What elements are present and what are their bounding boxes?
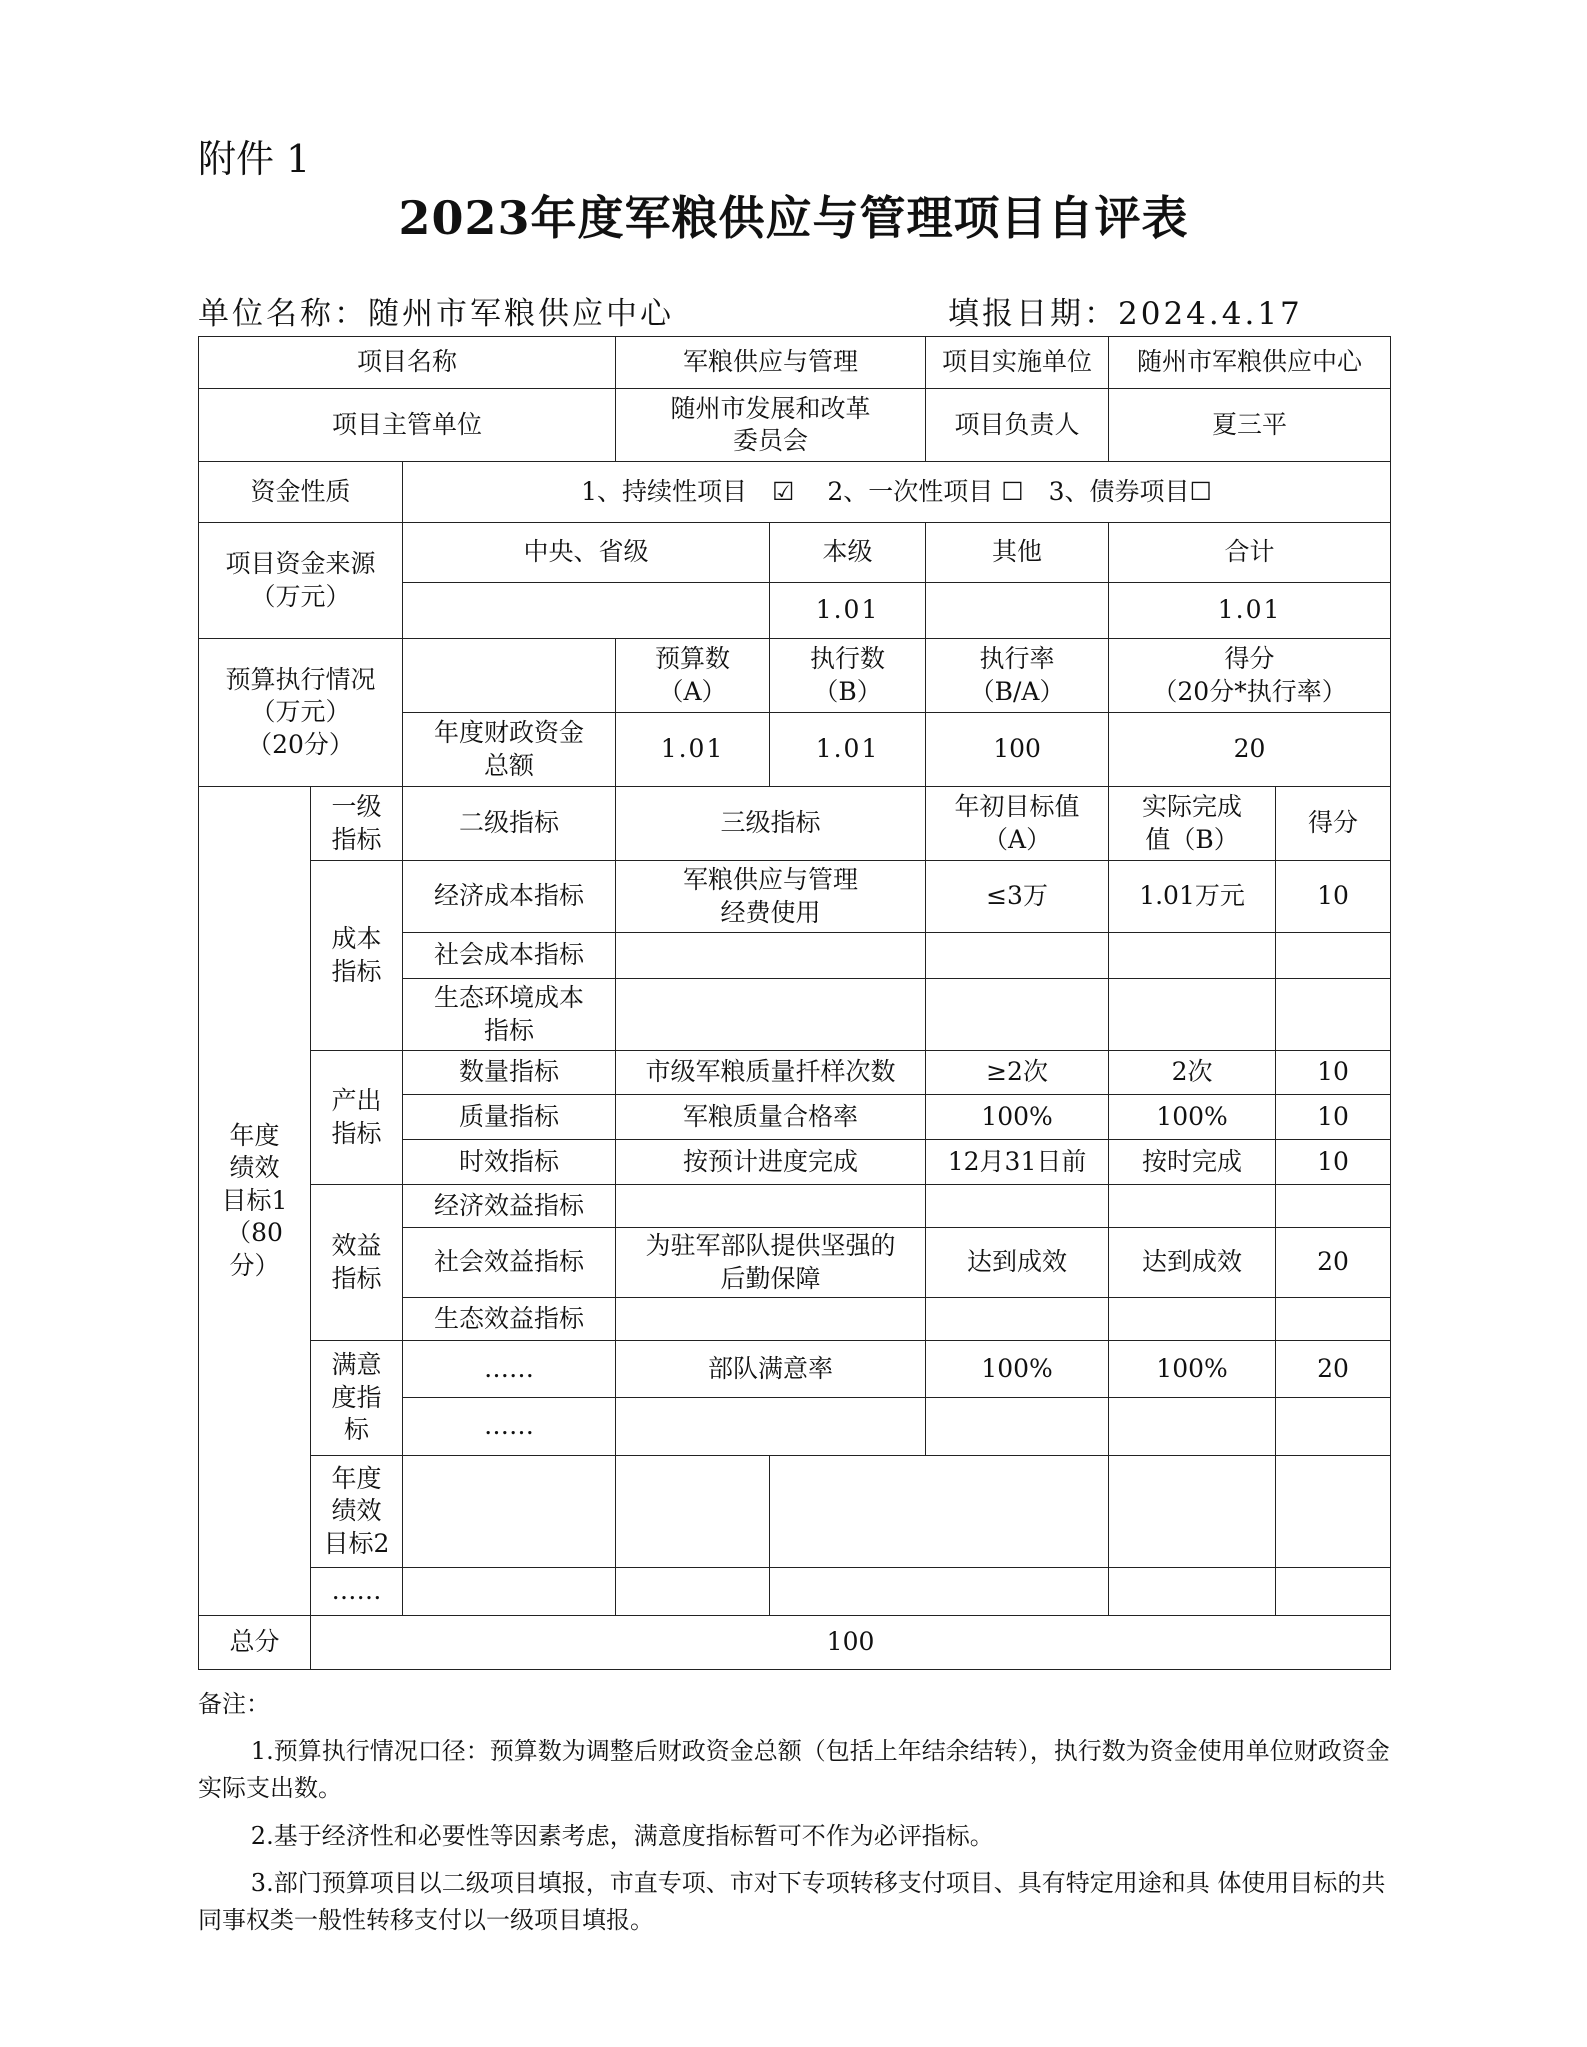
score-cell: 10 [1276, 1051, 1391, 1095]
header-line: 一级 [331, 792, 382, 821]
label-line: 产出 [331, 1086, 382, 1115]
level3-cell [616, 1398, 926, 1456]
empty-cell [1276, 1456, 1391, 1568]
impl-unit-label: 项目实施单位 [926, 337, 1109, 389]
header-line: 执行数 [810, 644, 886, 673]
level3-cell [616, 1298, 926, 1341]
note-item: 2.基于经济性和必要性等因素考虑，满意度指标暂可不作为必评指标。 [250, 1821, 994, 1850]
perf2-label [311, 1456, 403, 1568]
satisfaction-indicator-label [311, 1341, 403, 1456]
fund-nature-value: 1、持续性项目 ☑ 2、一次性项目 ☐ 3、债券项目☐ [403, 462, 1391, 523]
label-line: 度指 [331, 1382, 382, 1412]
header-line: 值（B） [1145, 824, 1239, 854]
score-cell: 20 [1276, 1341, 1391, 1398]
score-value: 20 [1109, 713, 1391, 787]
label-line: 指标 [331, 1263, 382, 1293]
budget-header [616, 639, 770, 713]
label-line: 绩效 [331, 1496, 382, 1526]
fund-source-header: 其他 [926, 523, 1109, 583]
rate-value: 100 [926, 713, 1109, 787]
unit-name-value: 随州市军粮供应中心 [368, 296, 674, 332]
score-cell [1276, 1398, 1391, 1456]
fund-nature-row [199, 462, 1391, 523]
target-cell [926, 1185, 1109, 1228]
report-date [948, 288, 1303, 333]
actual-cell: 100% [1109, 1095, 1276, 1140]
report-date-value: 2024.4.17 [1118, 296, 1303, 332]
actual-cell: 1.01万元 [1109, 861, 1276, 933]
actual-cell: 100% [1109, 1341, 1276, 1398]
impl-unit-value: 随州市军粮供应中心 [1109, 337, 1391, 389]
label-line: 总额 [484, 750, 535, 780]
output-indicator-label [311, 1051, 403, 1185]
actual-cell: 达到成效 [1109, 1228, 1276, 1298]
perf-header-row [199, 787, 1391, 861]
actual-cell [1109, 979, 1276, 1051]
target-cell: ≥2次 [926, 1051, 1109, 1095]
label-line: （万元） [250, 581, 351, 611]
total-label: 总分 [199, 1616, 311, 1670]
fund-source-value [926, 583, 1109, 639]
table-row [199, 861, 1391, 933]
label-line: 年度财政资金 [434, 718, 585, 747]
cell-line: 生态环境成本 [434, 983, 585, 1012]
cell-line: 后勤保障 [720, 1263, 821, 1293]
header-line: （20分*执行率） [1152, 676, 1347, 706]
benefit-indicator-label [311, 1185, 403, 1341]
label-line: （万元） [250, 697, 351, 727]
level3-cell: 军粮质量合格率 [616, 1095, 926, 1140]
score-header [1109, 639, 1391, 713]
label-line: 目标2 [323, 1528, 390, 1558]
budget-header-row [199, 639, 1391, 713]
unit-name-label: 单位名称： [198, 296, 368, 332]
cell-line: 经费使用 [720, 897, 821, 927]
label-line: 目标1 [221, 1185, 288, 1215]
leader-value: 夏三平 [1109, 389, 1391, 462]
header-line: 年初目标值 [954, 792, 1080, 821]
level2-cell: 生态效益指标 [403, 1298, 616, 1341]
target-cell [926, 1298, 1109, 1341]
level2-cell: 经济成本指标 [403, 861, 616, 933]
note-item: 1.预算执行情况口径：预算数为调整后财政资金总额（包括上年结余结转），执行数为资金使用单位财政资金实际支出数。 [198, 1737, 1390, 1803]
actual-cell [1109, 1398, 1276, 1456]
level2-cell [403, 979, 616, 1051]
label-line: （20分） [247, 729, 354, 759]
fund-source-header: 本级 [770, 523, 926, 583]
cost-indicator-label [311, 861, 403, 1051]
supervisor-label: 项目主管单位 [199, 389, 616, 462]
self-evaluation-table [198, 336, 1391, 1670]
level2-cell: 社会成本指标 [403, 933, 616, 979]
cell-line: 为驻军部队提供坚强的 [645, 1231, 896, 1260]
header-line: 实际完成 [1142, 792, 1243, 821]
table-row [199, 1185, 1391, 1228]
fund-source-value: 1.01 [770, 583, 926, 639]
level3-cell: 按预计进度完成 [616, 1140, 926, 1185]
target-cell: 100% [926, 1341, 1109, 1398]
empty-cell [403, 1568, 616, 1616]
project-name-value: 军粮供应与管理 [616, 337, 926, 389]
perf-group-label [199, 787, 311, 1616]
label-line: 绩效 [229, 1153, 280, 1183]
rate-header [926, 639, 1109, 713]
target-cell: 达到成效 [926, 1228, 1109, 1298]
fund-source-header: 合计 [1109, 523, 1391, 583]
label-line: 标 [343, 1415, 369, 1445]
level1-header [311, 787, 403, 861]
level2-cell: 时效指标 [403, 1140, 616, 1185]
actual-cell [1109, 1185, 1276, 1228]
label-line: 分） [229, 1250, 280, 1280]
level3-header: 三级指标 [616, 787, 926, 861]
label-line: 效益 [331, 1231, 382, 1260]
label-line: 满意 [331, 1350, 382, 1380]
page-title: 2023年度军粮供应与管理项目自评表 [398, 191, 1189, 245]
target-cell: ≤3万 [926, 861, 1109, 933]
level2-cell: …… [403, 1341, 616, 1398]
header-line: （B/A） [969, 676, 1065, 706]
score-cell [1276, 1298, 1391, 1341]
score-cell [1276, 933, 1391, 979]
project-name-label: 项目名称 [199, 337, 616, 389]
level3-cell [616, 861, 926, 933]
target-cell: 100% [926, 1095, 1109, 1140]
actual-cell [1109, 1298, 1276, 1341]
score-cell: 10 [1276, 1095, 1391, 1140]
actual-cell: 2次 [1109, 1051, 1276, 1095]
attachment-label: 附件 1 [198, 137, 311, 181]
level2-cell: 数量指标 [403, 1051, 616, 1095]
perf2-row [199, 1456, 1391, 1568]
empty-cell [770, 1568, 1109, 1616]
info-row-2 [199, 389, 1391, 462]
leader-label: 项目负责人 [926, 389, 1109, 462]
level2-cell: 质量指标 [403, 1095, 616, 1140]
fund-source-value [403, 583, 770, 639]
empty-cell [1109, 1568, 1276, 1616]
total-row [199, 1616, 1391, 1670]
target-cell [926, 1398, 1109, 1456]
level2-cell: 经济效益指标 [403, 1185, 616, 1228]
target-cell [926, 933, 1109, 979]
header-line: （A） [658, 676, 727, 706]
target-cell: 12月31日前 [926, 1140, 1109, 1185]
label-line: 指标 [331, 956, 382, 986]
score-cell [1276, 1185, 1391, 1228]
level3-cell [616, 979, 926, 1051]
header-line: 预算数 [655, 644, 731, 673]
label-line: 项目资金来源 [225, 549, 376, 578]
empty-cell [1276, 1568, 1391, 1616]
score-cell: 20 [1276, 1228, 1391, 1298]
exec-header [770, 639, 926, 713]
report-date-label: 填报日期： [948, 296, 1118, 332]
level2-cell: 社会效益指标 [403, 1228, 616, 1298]
supervisor-line: 委员会 [733, 426, 809, 455]
empty-cell [1109, 1456, 1276, 1568]
exec-value: 1.01 [770, 713, 926, 787]
level2-cell: …… [403, 1398, 616, 1456]
fund-source-header: 中央、省级 [403, 523, 770, 583]
empty-cell [403, 1456, 616, 1568]
perf-score-header: 得分 [1276, 787, 1391, 861]
target-cell [926, 979, 1109, 1051]
fund-source-value: 1.01 [1109, 583, 1391, 639]
label-line: 年度 [229, 1120, 280, 1150]
fund-source-label [199, 523, 403, 639]
actual-cell [1109, 933, 1276, 979]
ellipsis-row [199, 1568, 1391, 1616]
budget-empty-cell [403, 639, 616, 713]
header-line: 得分 [1224, 644, 1275, 673]
empty-cell [616, 1456, 770, 1568]
budget-label [199, 639, 403, 787]
level3-cell [616, 1185, 926, 1228]
ellipsis-cell: …… [311, 1568, 403, 1616]
cell-line: 军粮供应与管理 [683, 865, 859, 894]
table-row [199, 1341, 1391, 1398]
level3-cell: 市级军粮质量扦样次数 [616, 1051, 926, 1095]
label-line: （80 [226, 1218, 283, 1248]
level2-header: 二级指标 [403, 787, 616, 861]
label-line: 成本 [331, 924, 382, 953]
empty-cell [616, 1568, 770, 1616]
cell-line: 指标 [484, 1015, 535, 1045]
target-header [926, 787, 1109, 861]
total-value: 100 [311, 1616, 1391, 1670]
label-line: 年度 [331, 1463, 382, 1493]
header-line: 执行率 [979, 644, 1055, 673]
budget-value: 1.01 [616, 713, 770, 787]
info-row-1 [199, 337, 1391, 389]
budget-row-label [403, 713, 616, 787]
empty-cell [770, 1456, 1109, 1568]
fund-source-header-row [199, 523, 1391, 583]
label-line: 预算执行情况 [225, 664, 376, 694]
notes-title: 备注： [198, 1690, 270, 1718]
supervisor-line: 随州市发展和改革 [670, 393, 871, 423]
header-line: 指标 [331, 824, 382, 854]
fund-nature-label: 资金性质 [199, 462, 403, 523]
level3-cell: 部队满意率 [616, 1341, 926, 1398]
notes-section [198, 1686, 1390, 1949]
score-cell: 10 [1276, 861, 1391, 933]
unit-name [198, 288, 674, 333]
actual-cell: 按时完成 [1109, 1140, 1276, 1185]
score-cell [1276, 979, 1391, 1051]
actual-header [1109, 787, 1276, 861]
table-row [199, 1051, 1391, 1095]
level3-cell [616, 933, 926, 979]
score-cell: 10 [1276, 1140, 1391, 1185]
header-line: （B） [813, 676, 882, 706]
header-line: （A） [983, 824, 1052, 854]
level3-cell [616, 1228, 926, 1298]
note-item: 3.部门预算项目以二级项目填报，市直专项、市对下专项转移支付项目、具有特定用途和具 体使用目标的共同事权类一般性转移支付以一级项目填报。 [198, 1868, 1386, 1934]
supervisor-value [616, 389, 926, 462]
label-line: 指标 [331, 1118, 382, 1148]
